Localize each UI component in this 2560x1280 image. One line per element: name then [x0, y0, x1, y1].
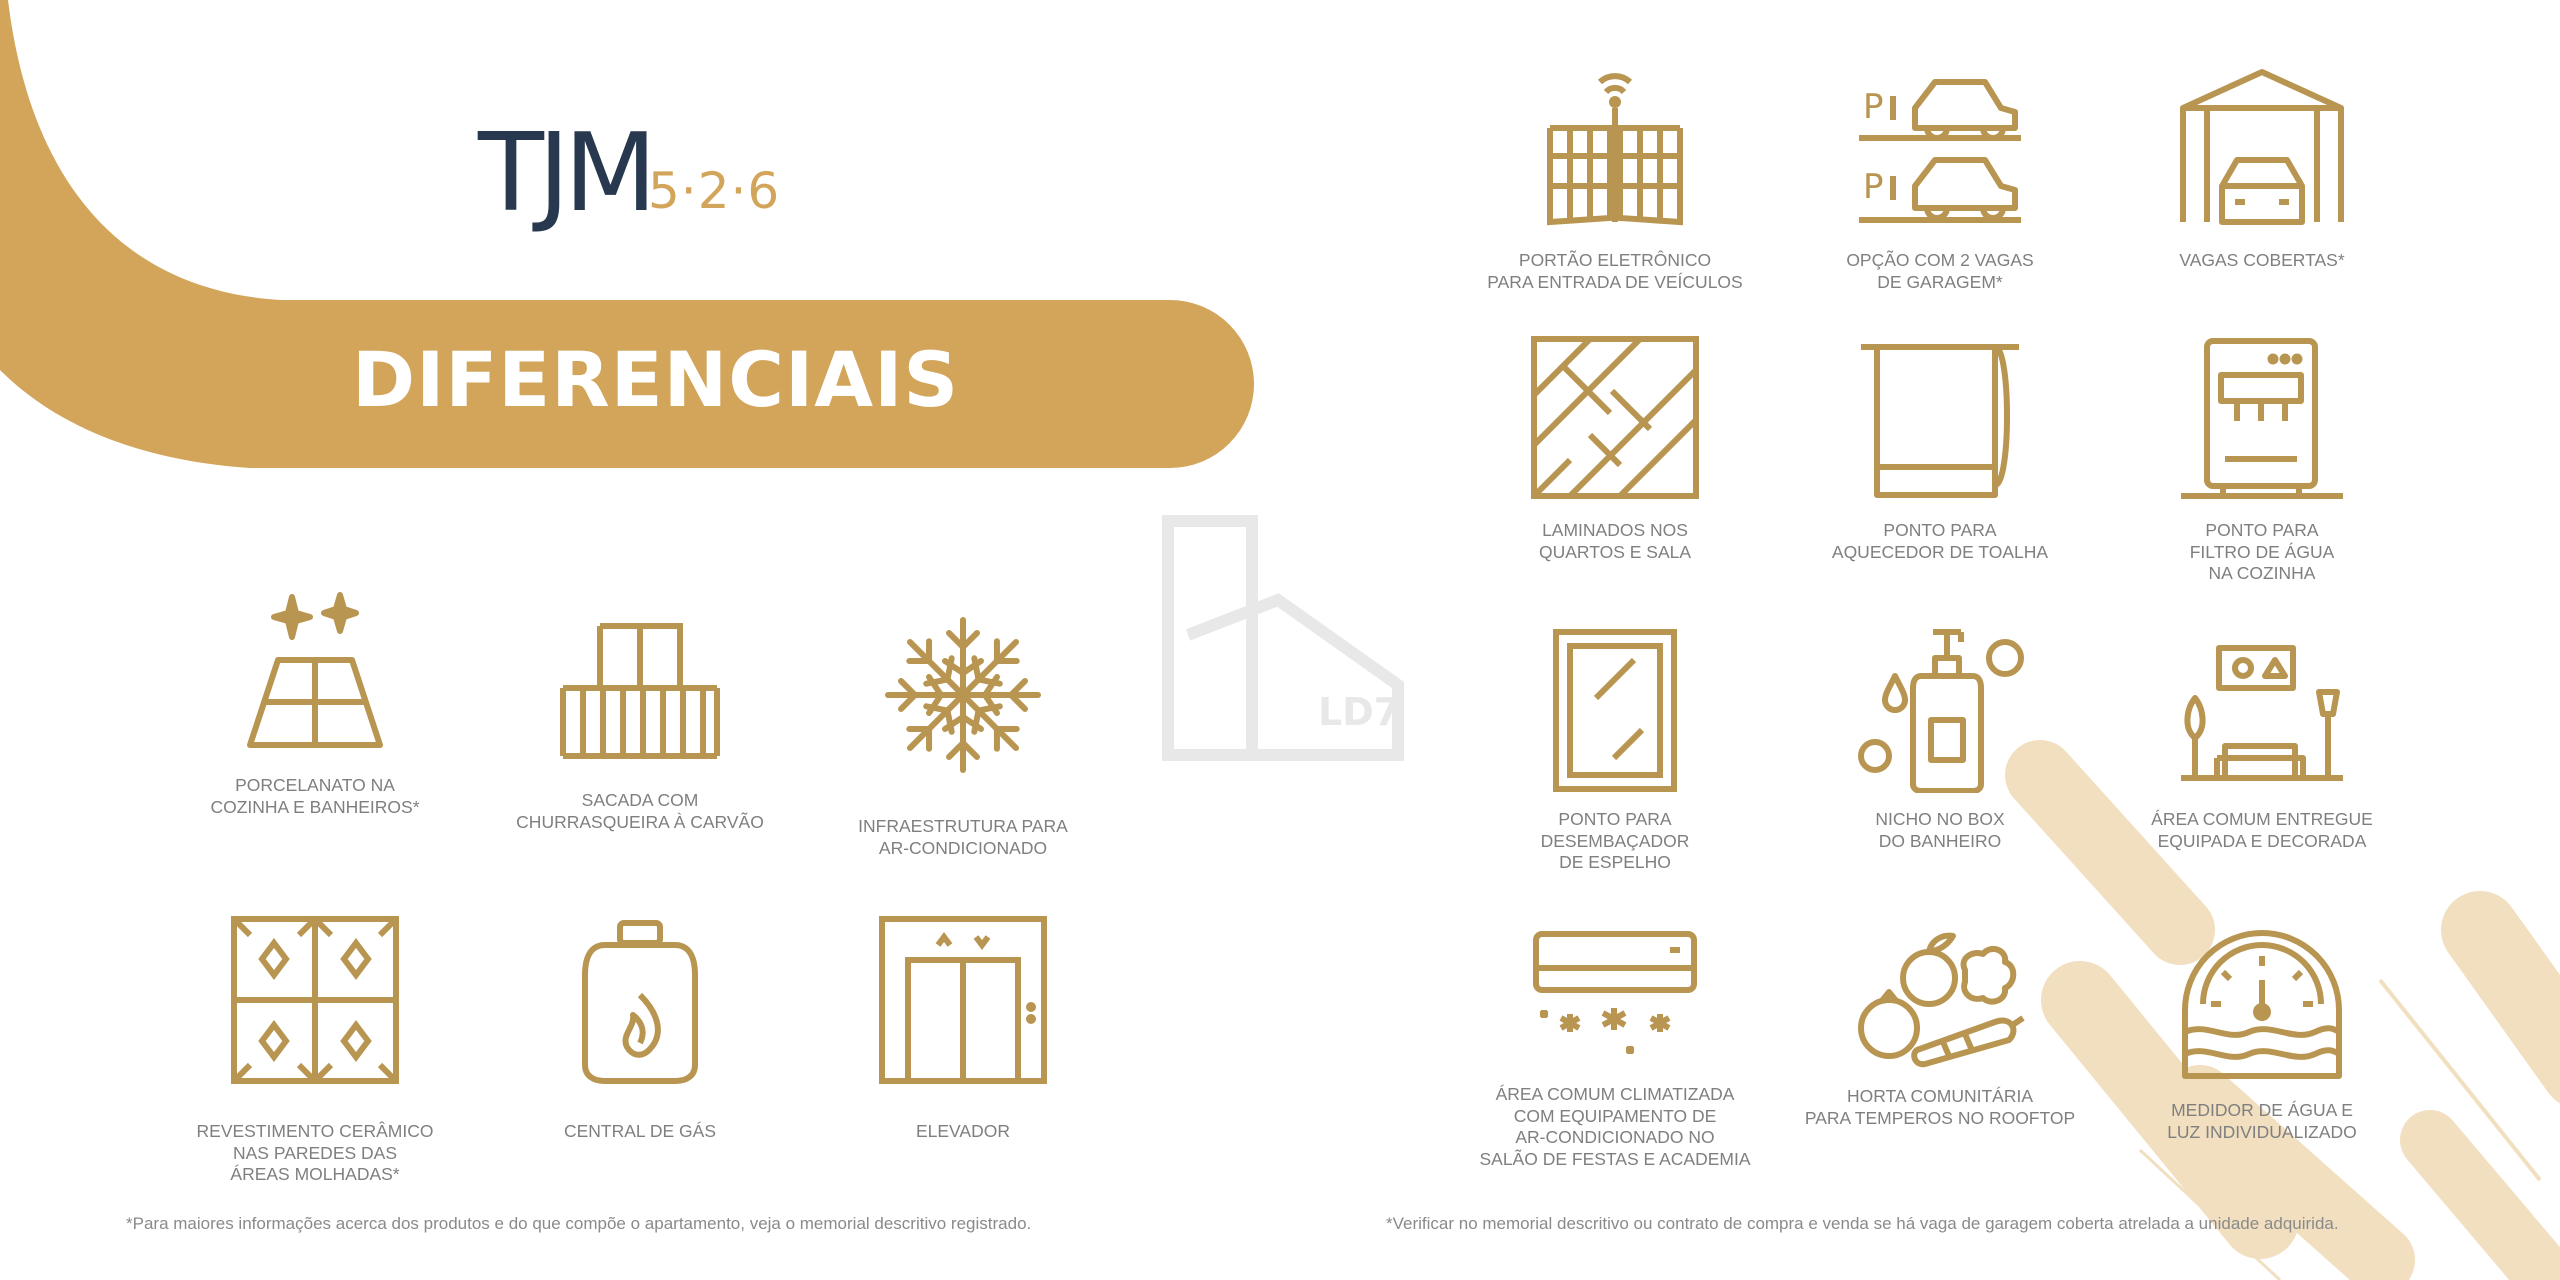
feature-gate [1465, 68, 1765, 293]
feature-balcony [490, 620, 790, 833]
feature-label: ÁREA COMUM CLIMATIZADA COM EQUIPAMENTO DE AR-CONDICIONADO NO SALÃO DE FESTAS E ACADEMIA [1479, 1084, 1751, 1169]
brand-logo: TJM [478, 111, 652, 236]
feature-covered-garage [2112, 68, 2412, 272]
feature-meter [2112, 920, 2412, 1143]
vegetables-icon [1855, 930, 2025, 1070]
svg-text:P: P [1863, 87, 1884, 127]
feature-garden [1790, 930, 2090, 1129]
feature-ceramic-tile [165, 915, 465, 1186]
feature-gas [490, 915, 790, 1143]
snowflake-icon [878, 610, 1048, 780]
feature-towel [1790, 335, 2090, 563]
feature-niche [1790, 628, 2090, 852]
feature-label: ELEVADOR [915, 1121, 1010, 1141]
feature-label: NICHO NO BOX DO BANHEIRO [1875, 809, 2005, 851]
feature-label: OPÇÃO COM 2 VAGAS DE GARAGEM* [1846, 250, 2034, 292]
footnote-left: *Para maiores informações acerca dos produtos e do que compõe o apartamento, veja o memorial descritivo registrado. [126, 1214, 1032, 1233]
feature-label: PORTÃO ELETRÔNICO PARA ENTRADA DE VEÍCULOS [1487, 250, 1743, 292]
feature-common-area [2112, 628, 2412, 852]
feature-label: INFRAESTRUTURA PARA AR-CONDICIONADO [858, 816, 1068, 858]
watermark-text: LD7 [1318, 690, 1401, 734]
page-title: DIFERENCIAIS [352, 335, 960, 424]
porcelain-tile-icon [230, 585, 400, 755]
feature-water-filter [2112, 335, 2412, 585]
footnote-right: *Verificar no memorial descritivo ou contrato de compra e venda se há vaga de garagem coberta atrelada a unidade adquirida. [1386, 1214, 2339, 1233]
feature-label: CENTRAL DE GÁS [563, 1121, 717, 1141]
parking-two-cars-icon [1855, 68, 2025, 228]
feature-laminate [1465, 335, 1765, 563]
towel-heater-icon [1855, 335, 2025, 500]
feature-label: PONTO PARA FILTRO DE ÁGUA NA COZINHA [2189, 520, 2335, 583]
balcony-icon [555, 620, 725, 760]
feature-mirror [1465, 628, 1765, 874]
meter-icon [2177, 920, 2347, 1080]
air-conditioner-icon [1530, 930, 1700, 1060]
mirror-icon [1530, 628, 1700, 793]
laminate-floor-icon [1530, 335, 1700, 500]
feature-label: MEDIDOR DE ÁGUA E LUZ INDIVIDUALIZADO [2167, 1100, 2357, 1142]
brand-logo-number: 5·2·6 [648, 162, 781, 220]
feature-snowflake [813, 610, 1113, 859]
feature-label: HORTA COMUNITÁRIA PARA TEMPEROS NO ROOFTOP [1804, 1086, 2076, 1128]
feature-parking [1790, 68, 2090, 293]
feature-label: PONTO PARA DESEMBAÇADOR DE ESPELHO [1540, 809, 1690, 872]
water-filter-icon [2177, 335, 2347, 500]
feature-label: ÁREA COMUM ENTREGUE EQUIPADA E DECORADA [2151, 809, 2373, 851]
electronic-gate-icon [1530, 68, 1700, 228]
svg-text:P: P [1863, 167, 1884, 207]
furnished-room-icon [2177, 628, 2347, 793]
feature-ac [1465, 930, 1765, 1170]
watermark-logo [1158, 515, 1408, 770]
feature-elevator [813, 915, 1113, 1143]
feature-porcelain-tile [165, 585, 465, 818]
covered-garage-icon [2177, 68, 2347, 228]
feature-label: VAGAS COBERTAS* [2179, 250, 2345, 270]
gas-cylinder-icon [555, 915, 725, 1085]
soap-dispenser-icon [1855, 628, 2025, 793]
elevator-icon [878, 915, 1048, 1085]
feature-label: PORCELANATO NA COZINHA E BANHEIROS* [210, 775, 420, 817]
feature-label: LAMINADOS NOS QUARTOS E SALA [1538, 520, 1692, 562]
ceramic-tile-icon [230, 915, 400, 1085]
feature-label: PONTO PARA AQUECEDOR DE TOALHA [1831, 520, 2049, 562]
feature-label: REVESTIMENTO CERÂMICO NAS PAREDES DAS ÁREAS MOLHADAS* [196, 1121, 434, 1184]
feature-label: SACADA COM CHURRASQUEIRA À CARVÃO [516, 790, 764, 832]
